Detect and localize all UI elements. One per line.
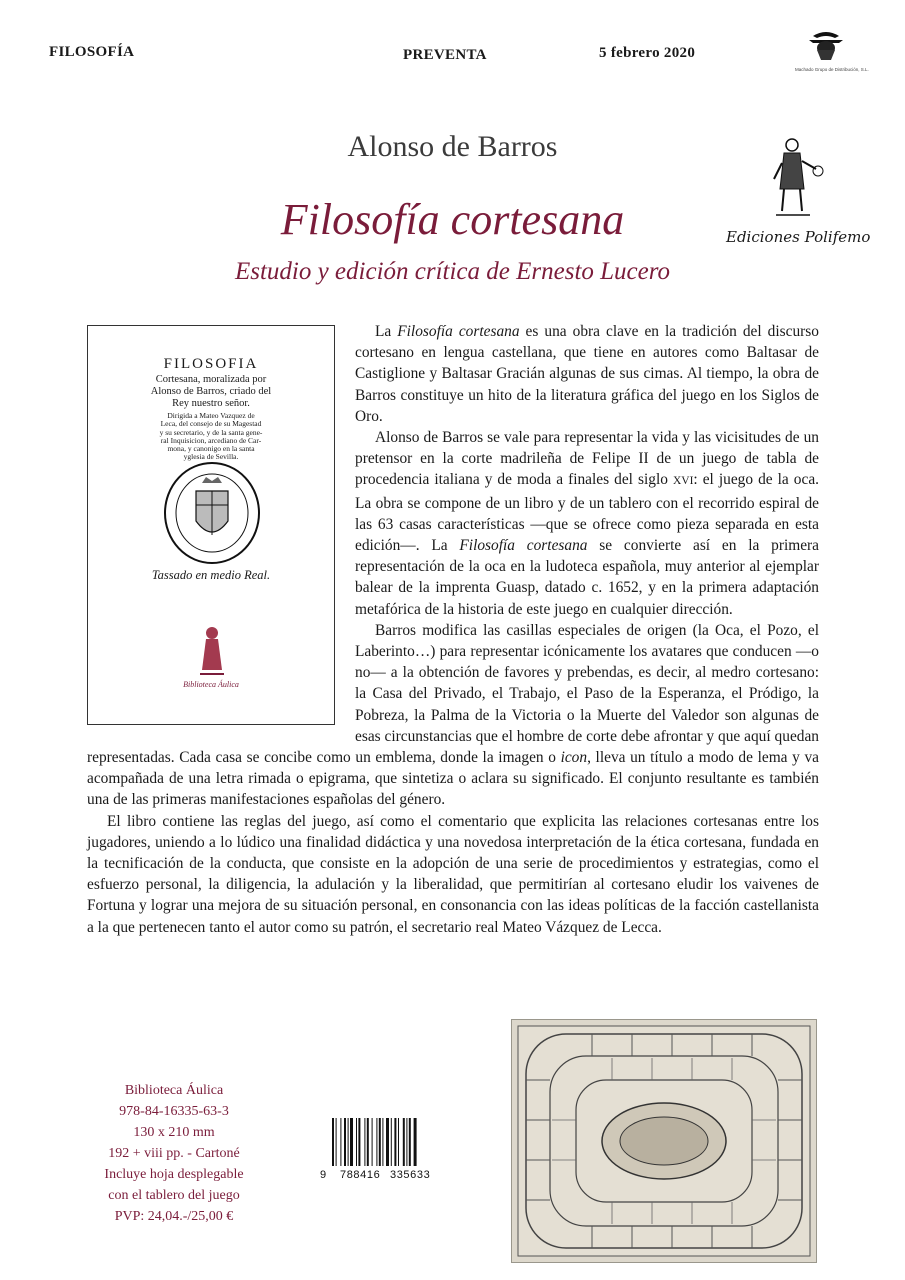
cover-title: FILOSOFIA xyxy=(163,356,259,372)
description-text xyxy=(87,321,819,938)
book-title: Filosofía cortesana xyxy=(280,195,625,244)
presale-label: PREVENTA xyxy=(403,47,487,63)
description-paragraph-1: La Filosofía cortesana es una obra clave en la tradición del discurso cortesano en lengua castellana, que tiene en autores como Baltasar de Castiglione y Baltasar Gracián algunas de sus cimas. Al tiempo, la obra de Barros constituye un hito de la literatura gráfica del juego en los Siglos de Oro. xyxy=(355,323,819,425)
barcode-bar xyxy=(376,1118,377,1166)
spec-pages: 192 + viii pp. - Cartoné xyxy=(108,1146,240,1161)
distributor-logo xyxy=(795,26,869,72)
barcode-bar xyxy=(398,1118,399,1166)
cover-dedication: Dirigida a Mateo Vazquez de Leca, del consejo de su Magestad y su secretario, y de la santa gene- ral Inquisicion, arcediano de Car- mona, y canonigo en la santa yglesia de Sevilla. xyxy=(159,411,263,462)
barcode-bar xyxy=(394,1118,396,1166)
isbn-barcode xyxy=(320,1118,442,1185)
spec-price: PVP: 24,04.-/25,00 € xyxy=(114,1209,234,1224)
barcode-bar xyxy=(358,1118,360,1166)
barcode-bar xyxy=(340,1118,341,1166)
barcode-bar xyxy=(367,1118,369,1166)
barcode-bar xyxy=(344,1118,346,1166)
hat-man-icon xyxy=(795,26,857,62)
barcode-bar xyxy=(414,1118,417,1166)
barcode-bar xyxy=(336,1118,337,1166)
book-subtitle: Estudio y edición crítica de Ernesto Lucero xyxy=(234,258,671,285)
barcode-bar xyxy=(348,1118,349,1166)
book-author: Alonso de Barros xyxy=(347,130,558,163)
publisher-emblem xyxy=(770,133,826,228)
barcode-bar xyxy=(406,1118,407,1166)
category-label: FILOSOFÍA xyxy=(49,44,135,60)
barcode-bar xyxy=(332,1118,334,1166)
barcode-digits-right: 335633 xyxy=(390,1169,431,1181)
barcode-bar xyxy=(386,1118,389,1166)
spiral-board-icon xyxy=(512,1020,816,1262)
barcode-bar xyxy=(372,1118,373,1166)
cover-heading: Cortesana, moralizada por Alonso de Barros, criado del Rey nuestro señor. xyxy=(150,374,272,409)
spec-isbn: 978-84-16335-63-3 xyxy=(119,1104,229,1119)
barcode-bar xyxy=(379,1118,381,1166)
description-paragraph-3: Barros modifica las casillas especiales de origen (la Oca, el Pozo, el Laberinto…) para representar icónicamente los avatares que conducen —o no— a la obtención de favores y prebendas, es decir, al medro cortesano: la Casa del Privado, el Trabajo, el Paso de la Esperanza, el Pródigo, la Pobreza, la Palma de la Victoria o la Muerte del Valedor son algunas de esas circunstancias que el hombre de corte debe afrontar y que aquí quedan representadas. Cada casa se concibe como un emblema, donde la imagen o icon, lleva un título a modo de lema y va acompañada de una letra rimada o epigrama, que sintetiza o aclara su significado. El conjunto resultante es también una de las primeras manifestaciones españolas del género. xyxy=(87,621,819,809)
barcode-lead-digit: 9 xyxy=(320,1169,327,1181)
release-date: 5 febrero 2020 xyxy=(599,45,696,61)
barcode-bar xyxy=(350,1118,353,1166)
distributor-logo-text: Machado Grupo de Distribución, S.L. xyxy=(795,67,869,72)
cover-collection: Biblioteca Áulica xyxy=(183,680,239,689)
barcode-bar xyxy=(382,1118,383,1166)
barcode-bar xyxy=(364,1118,365,1166)
barcode-bar xyxy=(391,1118,392,1166)
barcode-bars xyxy=(330,1118,442,1166)
barcode-bar xyxy=(409,1118,411,1166)
publisher-name: Ediciones Polifemo xyxy=(726,228,871,246)
spec-includes-2: con el tablero del juego xyxy=(108,1188,240,1203)
spec-includes-1: Incluye hoja desplegable xyxy=(104,1167,244,1182)
cover-spacer xyxy=(87,321,355,733)
description-paragraph-2: Alonso de Barros se vale para representar la vida y las vicisitudes de un pretensor en la corte madrileña de Felipe II de un juego de tabla de procedencia italiana y de moda a finales del siglo XVI: el juego de la oca. La obra se compone de un libro y de un tablero con el recorrido espiral de las 63 casas características —que se ofrece como pieza separada en esta edición—. La Filosofía cortesana se convierte así en la primera representación de la oca en la ludoteca española, muy anterior al ejemplar balear de la imprenta Guasp, datado c. 1652, y en la primera adaptación metafórica de la historia de este juego en cualquier dirección. xyxy=(355,429,819,618)
barcode-bar xyxy=(403,1118,405,1166)
spec-size: 130 x 210 mm xyxy=(133,1125,215,1140)
description-paragraph-4: El libro contiene las reglas del juego, así como el comentario que explicita las relaciones cortesanas entre los jugadores, uniendo a lo lúdico una finalidad didáctica y una novedosa interpretación de la ética cortesana, fundada en la tecnificación de la conducta, que consiste en la adopción de una serie de procedimientos y estrategias, como el esfuerzo personal, la diligencia, la adulación y la liberalidad, que permitirían al cortesano eludir los vaivenes de Fortuna y lograr una mejora de su situación personal, en consonancia con las ideas políticas de la facción castellanista a la que pertenecen tanto el autor como su patrón, el secretario real Mateo Vázquez de Lecca. xyxy=(87,812,819,936)
cover-price-note: Tassado en medio Real. xyxy=(151,568,271,582)
polifemo-figure-icon xyxy=(770,133,826,223)
game-board-image xyxy=(511,1019,817,1263)
book-specs xyxy=(80,1080,268,1227)
spec-collection: Biblioteca Áulica xyxy=(124,1083,224,1098)
barcode-digits-left: 788416 xyxy=(340,1169,381,1181)
barcode-bar xyxy=(356,1118,357,1166)
